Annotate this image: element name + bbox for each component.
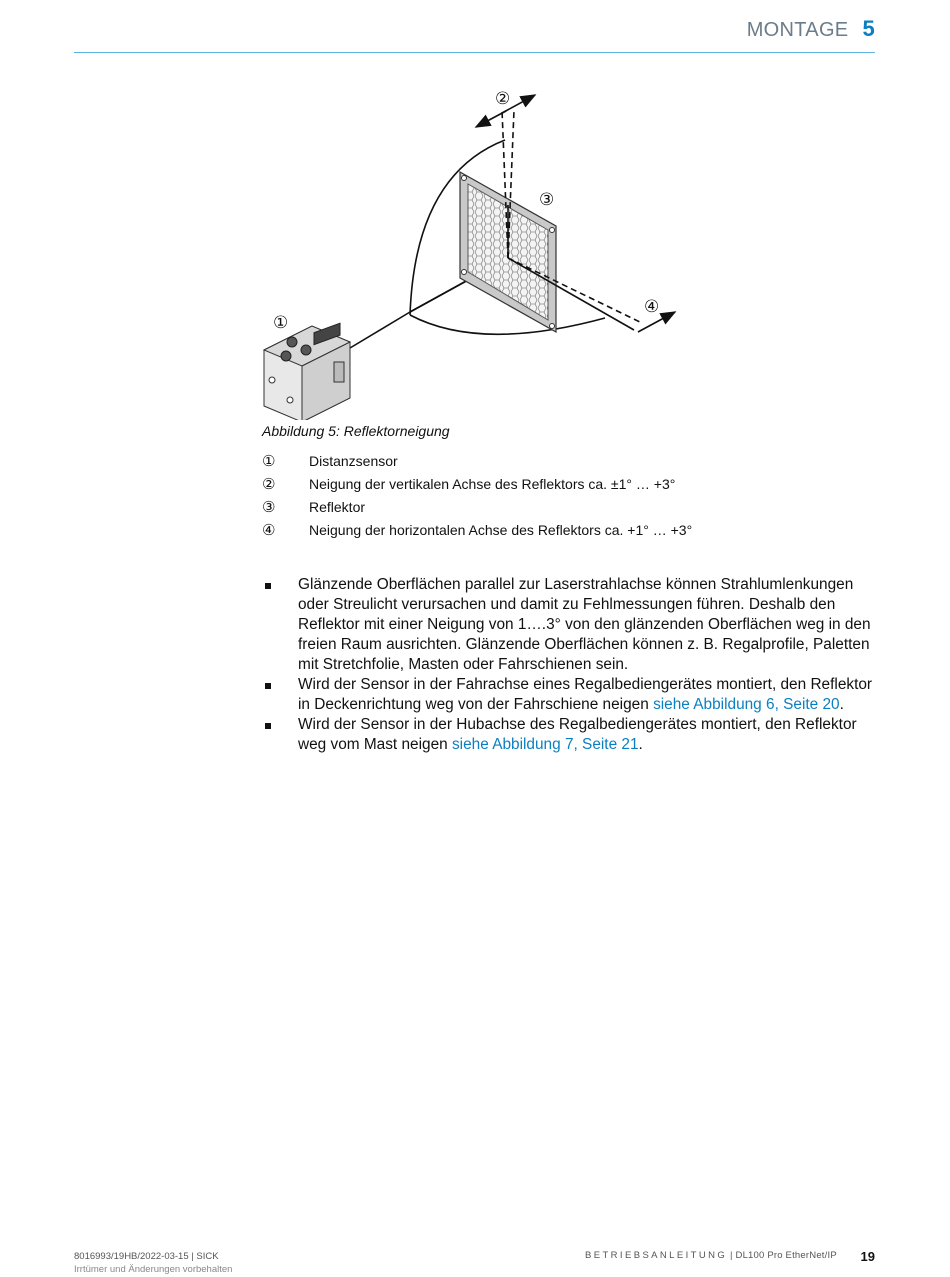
list-item <box>262 575 874 675</box>
legend-text: Distanzsensor <box>309 452 398 469</box>
legend-item <box>262 495 692 518</box>
legend-mark: ② <box>262 475 276 493</box>
bullet-text: Glänzende Oberflächen parallel zur Laserstrahlachse können Strahlumlenkungen oder Streulicht verursachen und damit zu Fehlmessungen führen. Deshalb den Reflektor mit einer Neigung von 1….3° von den glänzenden Oberflächen weg in den freien Raum ausrichten. Glänzende Oberflächen können z. B. Regalprofile, Paletten mit Stretchfolie, Masten oder Fahrschienen sein. <box>298 576 871 673</box>
legend-mark: ④ <box>262 521 276 539</box>
legend-item <box>262 449 692 472</box>
bullet-square-icon <box>265 583 271 589</box>
figure-caption: Abbildung 5: Reflektorneigung <box>262 423 450 439</box>
legend-item <box>262 472 692 495</box>
legend-mark: ① <box>262 452 276 470</box>
cross-reference-link[interactable]: siehe Abbildung 7, Seite 21 <box>451 736 639 753</box>
bullet-trailing: . <box>839 696 844 713</box>
header-divider <box>74 52 875 53</box>
legend-text: Neigung der vertikalen Achse des Reflektors ca. ±1° … +3° <box>309 475 676 492</box>
arrow-2b <box>476 111 506 127</box>
callout-4: ④ <box>644 297 660 317</box>
legend-text: Neigung der horizontalen Achse des Reflektors ca. +1° … +3° <box>309 521 693 538</box>
chapter-title: MONTAGE <box>746 19 849 41</box>
horizontal-arc <box>410 315 605 334</box>
document-id: 8016993/19HB/2022-03-15 | SICK <box>74 1251 219 1262</box>
instruction-list <box>262 575 874 755</box>
page-number: 19 <box>860 1249 875 1264</box>
callout-1: ① <box>273 313 289 333</box>
legend-mark: ③ <box>262 498 276 516</box>
bullet-square-icon <box>265 683 271 689</box>
list-item <box>262 715 874 755</box>
product-name: | DL100 Pro EtherNet/IP <box>727 1250 837 1261</box>
list-item <box>262 675 874 715</box>
footer-left <box>74 1250 232 1276</box>
bullet-text: Wird der Sensor in der Hubachse des Regalbediengerätes montiert, den Reflektor weg vom Mast neigen <box>298 716 857 753</box>
footer-center <box>585 1250 837 1261</box>
disclaimer: Irrtümer und Änderungen vorbehalten <box>74 1264 233 1275</box>
bullet-square-icon <box>265 723 271 729</box>
bullet-trailing: . <box>638 736 643 753</box>
cross-reference-link[interactable]: siehe Abbildung 6, Seite 20 <box>653 696 840 713</box>
bullet-text: Wird der Sensor in der Fahrachse eines Regalbediengerätes montiert, den Reflektor in Deckenrichtung weg von der Fahrschiene neigen <box>298 676 873 713</box>
figure-legend <box>262 449 692 541</box>
legend-text: Reflektor <box>309 498 366 515</box>
callout-2: ② <box>495 89 511 109</box>
laser-beam-line <box>350 312 410 348</box>
document-type: BETRIEBSANLEITUNG <box>585 1250 728 1261</box>
legend-item <box>262 518 692 541</box>
chapter-heading <box>747 16 875 42</box>
reflector-tilt-figure <box>250 80 710 420</box>
callout-3: ③ <box>539 190 555 210</box>
chapter-number: 5 <box>862 16 875 41</box>
distance-sensor-graphic <box>264 323 350 420</box>
